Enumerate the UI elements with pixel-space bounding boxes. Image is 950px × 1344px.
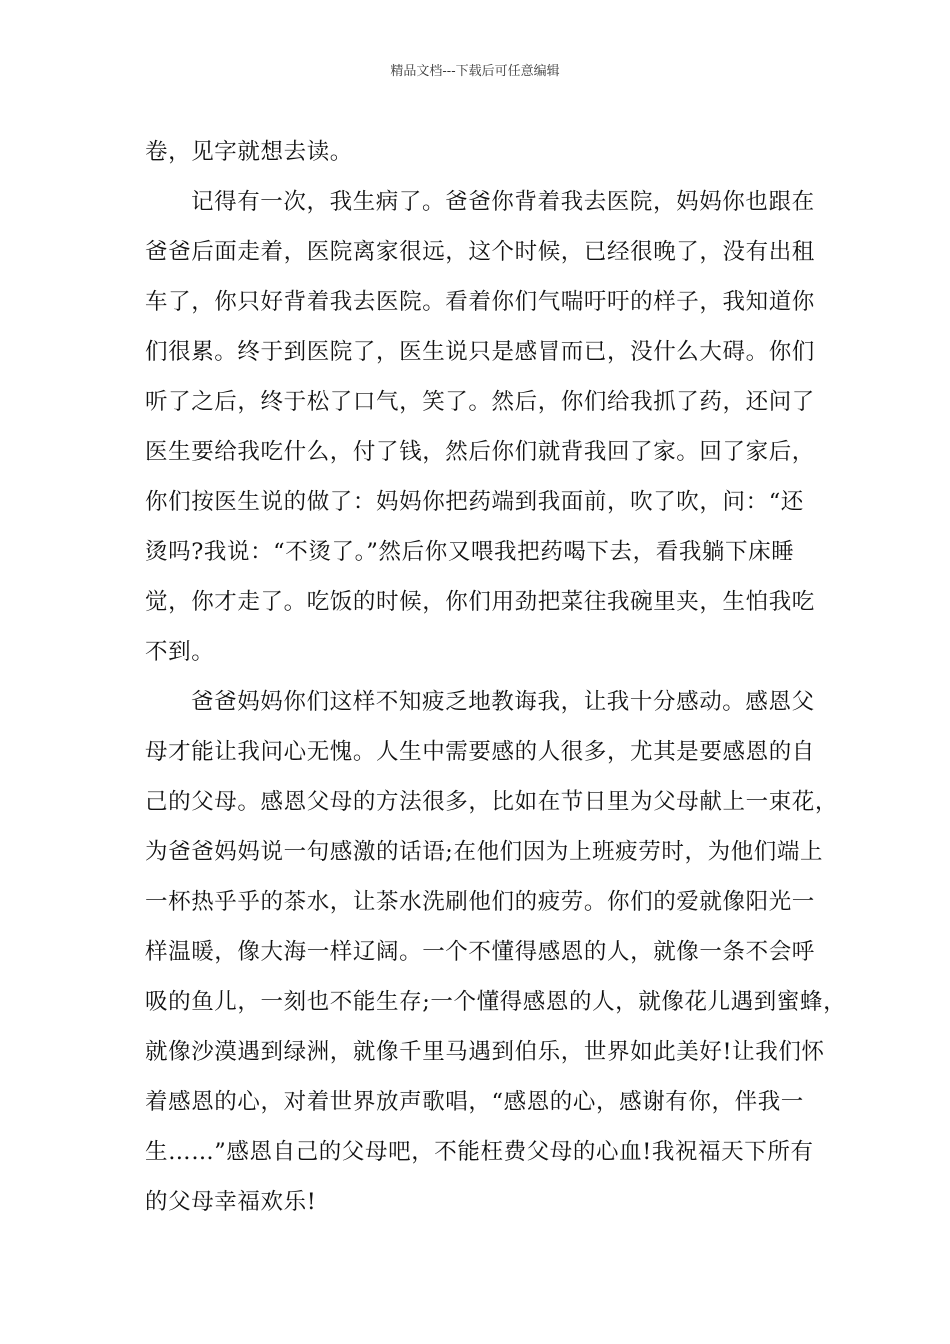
text-line: 们很累。终于到医院了，医生说只是感冒而已，没什么大碍。你们 <box>145 339 815 365</box>
text-line: 爸爸后面走着，医院离家很远，这个时候，已经很晚了，没有出租 <box>145 239 815 265</box>
text-line: 卷，见字就想去读。 <box>145 139 353 165</box>
page-header: 精品文档---下载后可任意编辑 <box>390 64 560 79</box>
text-line: 生……”感恩自己的父母吧，不能枉费父母的心血!我祝福天下所有 <box>145 1139 814 1165</box>
text-line: 记得有一次，我生病了。爸爸你背着我去医院，妈妈你也跟在 <box>191 189 815 215</box>
text-line: 车了，你只好背着我去医院。看着你们气喘吁吁的样子，我知道你 <box>145 289 815 315</box>
text-line: 不到。 <box>145 639 215 665</box>
text-line: 着感恩的心，对着世界放声歌唱，“感恩的心，感谢有你，伴我一 <box>145 1089 804 1115</box>
text-line: 爸爸妈妈你们这样不知疲乏地教诲我，让我十分感动。感恩父 <box>191 689 815 715</box>
text-line: 为爸爸妈妈说一句感激的话语;在他们因为上班疲劳时，为他们端上 <box>145 839 824 865</box>
text-line: 觉，你才走了。吃饭的时候，你们用劲把菜往我碗里夹，生怕我吃 <box>145 589 815 615</box>
text-line: 己的父母。感恩父母的方法很多，比如在节日里为父母献上一束花， <box>145 789 839 815</box>
text-line: 听了之后，终于松了口气，笑了。然后，你们给我抓了药，还问了 <box>145 389 815 415</box>
text-line: 一杯热乎乎的茶水，让茶水洗刷他们的疲劳。你们的爱就像阳光一 <box>145 889 815 915</box>
text-line: 的父母幸福欢乐! <box>145 1189 317 1215</box>
text-line: 就像沙漠遇到绿洲，就像千里马遇到伯乐，世界如此美好!让我们怀 <box>145 1039 825 1065</box>
text-line: 样温暖，像大海一样辽阔。一个不懂得感恩的人，就像一条不会呼 <box>145 939 815 965</box>
text-line: 母才能让我问心无愧。人生中需要感的人很多，尤其是要感恩的自 <box>145 739 815 765</box>
text-line: 你们按医生说的做了：妈妈你把药端到我面前，吹了吹，问：“还 <box>145 489 804 515</box>
text-line: 吸的鱼儿，一刻也不能生存;一个懂得感恩的人，就像花儿遇到蜜蜂， <box>145 989 847 1015</box>
text-line: 烫吗?我说：“不烫了。”然后你又喂我把药喝下去，看我躺下床睡 <box>145 539 795 565</box>
text-line: 医生要给我吃什么，付了钱，然后你们就背我回了家。回了家后， <box>145 439 815 465</box>
document-body <box>145 127 847 1227</box>
